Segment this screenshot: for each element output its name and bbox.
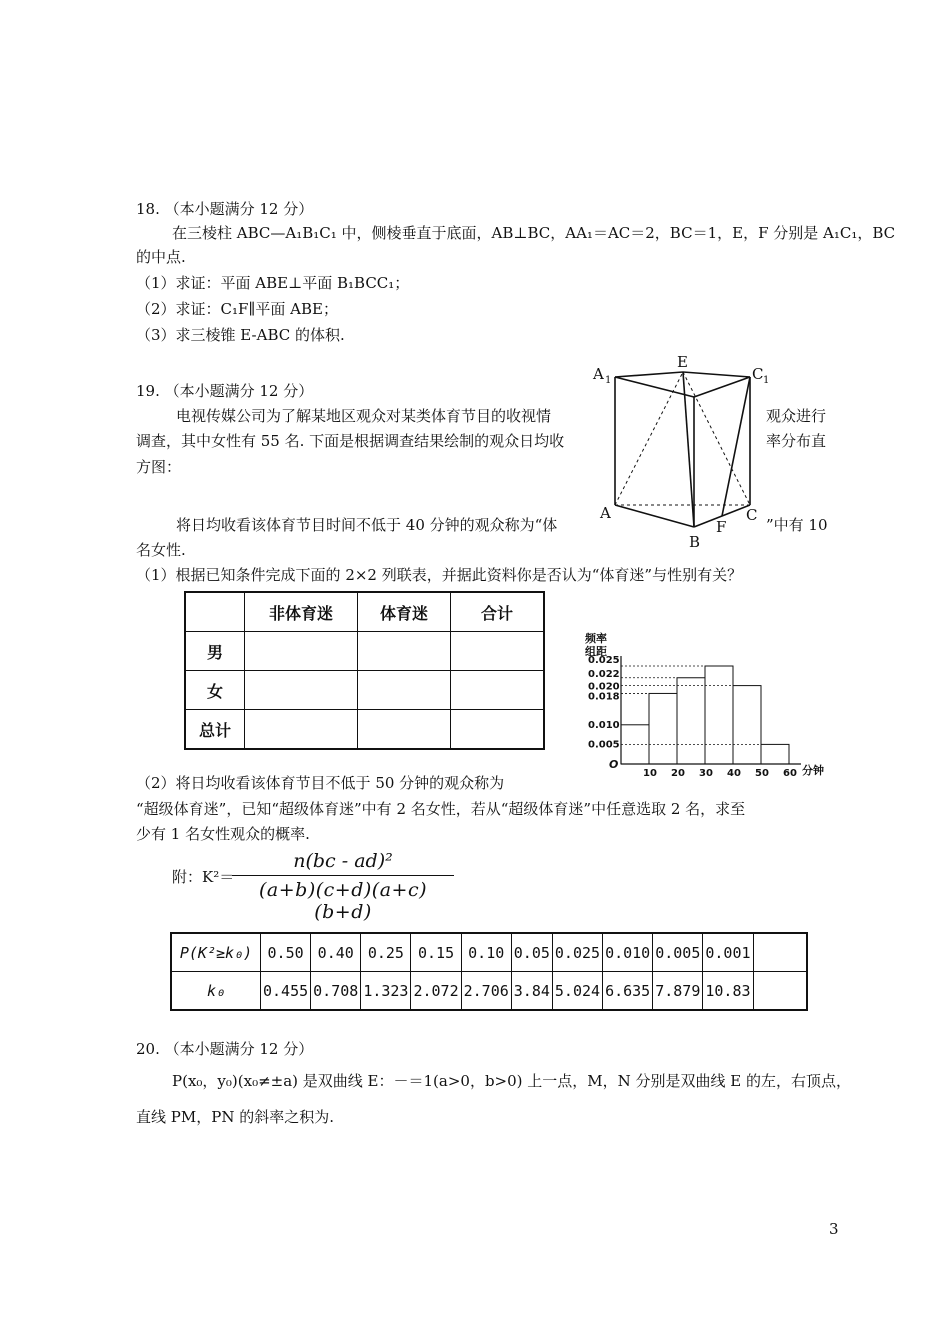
label-a1-sub: 1	[605, 375, 612, 386]
histogram-bar	[649, 693, 677, 764]
table-cell: 0.15	[411, 933, 461, 972]
label-e: E	[677, 355, 688, 371]
table-cell: 0.25	[361, 933, 411, 972]
y-tick-label: 0.020	[588, 681, 620, 693]
table-cell	[451, 632, 545, 671]
edge-a1-b1	[615, 377, 694, 397]
y-tick-label: 0.005	[588, 739, 620, 751]
q19-part2-line3: 少有 1 名女性观众的概率.	[136, 825, 310, 843]
table-cell	[753, 933, 807, 972]
q20-stem-line2: 直线 PM，PN 的斜率之积为.	[136, 1108, 334, 1126]
y-tick-label: 0.018	[588, 691, 620, 703]
contingency-table	[184, 591, 545, 750]
histogram-bar	[761, 744, 789, 764]
q19-definition-line2: 名女性.	[136, 541, 186, 559]
table-header-fan: 体育迷	[358, 592, 451, 632]
table-row	[185, 710, 544, 750]
table-cell: 5.024	[552, 972, 602, 1011]
q19-stem-line3: 方图：	[136, 458, 182, 476]
histogram-bar	[677, 678, 705, 764]
chart-ylabel-line2: 组距	[585, 645, 607, 658]
y-tick-label: 0.025	[588, 655, 620, 666]
label-c: C	[746, 506, 758, 524]
edge-b1-c1	[694, 377, 750, 397]
table-row	[171, 933, 807, 972]
q19-stem-line2-tail: 率分布直	[766, 432, 827, 450]
y-tick-label: 0.022	[588, 668, 620, 680]
label-f: F	[716, 518, 727, 536]
edge-e-c1	[683, 372, 750, 377]
table-cell	[185, 592, 245, 632]
table-cell: 0.010	[603, 933, 653, 972]
formula-fraction	[232, 850, 454, 923]
q19-stem-line1: 电视传媒公司为了解某地区观众对某类体育节目的收视情	[176, 407, 552, 425]
q19-part2-line1: （2）将日均收看该体育节目不低于 50 分钟的观众称为	[136, 774, 505, 792]
formula-denominator: (a+b)(c+d)(a+c)(b+d)	[259, 879, 427, 923]
table-cell: 0.10	[461, 933, 511, 972]
table-cell: 0.005	[653, 933, 703, 972]
table-row	[185, 592, 544, 632]
x-tick-label: 10	[643, 768, 657, 779]
x-tick-label: 50	[755, 768, 769, 779]
segment-c1-f	[722, 377, 750, 516]
q18-part2: （2）求证：C₁F∥平面 ABE；	[136, 300, 338, 318]
x-tick-label: 60	[783, 768, 797, 779]
q19-header: 19. （本小题满分 12 分）	[136, 382, 314, 400]
table-cell: 2.706	[461, 972, 511, 1011]
table-header-non-fan: 非体育迷	[245, 592, 358, 632]
row-label-total: 总计	[185, 710, 245, 750]
table-cell	[753, 972, 807, 1011]
q19-definition-line1: 将日均收看该体育节目时间不低于 40 分钟的观众称为“体	[176, 516, 558, 534]
table-cell	[358, 671, 451, 710]
critical-value-table	[170, 932, 808, 1011]
row-label-female: 女	[185, 671, 245, 710]
hidden-segment-e-c	[683, 372, 750, 505]
edge-a-b	[615, 505, 694, 527]
table-cell: 7.879	[653, 972, 703, 1011]
table-cell	[358, 710, 451, 750]
table-cell: 6.635	[603, 972, 653, 1011]
table-cell: 3.84	[511, 972, 552, 1011]
page-number: 3	[829, 1220, 839, 1238]
q19-part1: （1）根据已知条件完成下面的 2×2 列联表，并据此资料你是否认为“体育迷”与性别有关？	[136, 566, 743, 584]
table-cell	[245, 632, 358, 671]
chart-ylabel-line1: 频率	[585, 632, 607, 645]
q19-stem-line1-tail: 观众进行	[766, 407, 827, 425]
q19-part2-line2: “超级体育迷”，已知“超级体育迷”中有 2 名女性，若从“超级体育迷”中任意选取 2 名，求至	[136, 800, 746, 818]
label-a: A	[600, 504, 611, 522]
table-cell: 0.05	[511, 933, 552, 972]
table-cell: 0.455	[261, 972, 311, 1011]
histogram-bar	[705, 666, 733, 764]
q18-stem-line2: 的中点.	[136, 248, 186, 266]
table-cell: 2.072	[411, 972, 461, 1011]
table-cell: 0.708	[311, 972, 361, 1011]
label-b: B	[689, 533, 701, 551]
table-cell	[245, 671, 358, 710]
y-tick-label: 0.010	[588, 719, 620, 731]
table-cell	[451, 710, 545, 750]
table-cell: 10.83	[703, 972, 753, 1011]
q18-header: 18. （本小题满分 12 分）	[136, 200, 314, 218]
pk-row2-label: k₀	[171, 972, 261, 1011]
edge-a1-e	[615, 372, 683, 377]
label-c1-sub: 1	[763, 375, 770, 386]
q20-stem-line1: P(x₀，y₀)(x₀≠±a) 是双曲线 E：－＝1(a>0，b>0) 上一点，M，N 分别是双曲线 E 的左，右顶点，	[172, 1072, 852, 1090]
row-label-male: 男	[185, 632, 245, 671]
q20-header: 20. （本小题满分 12 分）	[136, 1040, 314, 1058]
label-c1: C	[752, 365, 764, 383]
frequency-histogram	[575, 628, 835, 780]
q19-definition-line1-tail: ”中有 10	[766, 516, 828, 534]
hidden-segment-a-e	[615, 372, 683, 505]
x-tick-label: 20	[671, 768, 685, 779]
table-cell: 0.50	[261, 933, 311, 972]
table-header-total: 合计	[451, 592, 545, 632]
histogram-bar	[733, 686, 761, 764]
table-cell: 0.40	[311, 933, 361, 972]
q18-part3: （3）求三棱锥 E-ABC 的体积.	[136, 326, 345, 344]
table-row	[185, 671, 544, 710]
q18-stem-line1: 在三棱柱 ABC—A₁B₁C₁ 中，侧棱垂直于底面，AB⊥BC，AA₁＝AC＝2，BC＝1，E，F 分别是 A₁C₁，BC	[172, 224, 896, 242]
table-row	[185, 632, 544, 671]
chart-origin-label: O	[609, 758, 619, 771]
prism-figure	[590, 355, 780, 555]
table-cell	[245, 710, 358, 750]
q18-part1: （1）求证：平面 ABE⊥平面 B₁BCC₁；	[136, 274, 410, 292]
table-cell: 0.025	[552, 933, 602, 972]
table-row	[171, 972, 807, 1011]
table-cell	[358, 632, 451, 671]
table-cell: 0.001	[703, 933, 753, 972]
x-tick-label: 40	[727, 768, 741, 779]
label-a1: A	[593, 365, 604, 383]
chart-xlabel: 分钟	[802, 764, 824, 777]
table-cell	[451, 671, 545, 710]
q19-stem-line2: 调查，其中女性有 55 名. 下面是根据调查结果绘制的观众日均收	[136, 432, 565, 450]
pk-row1-label: P(K²≥k₀)	[171, 933, 261, 972]
formula-numerator: n(bc - ad)²	[293, 850, 393, 872]
x-tick-label: 30	[699, 768, 713, 779]
table-cell: 1.323	[361, 972, 411, 1011]
formula-prefix: 附：K²＝	[172, 868, 235, 886]
